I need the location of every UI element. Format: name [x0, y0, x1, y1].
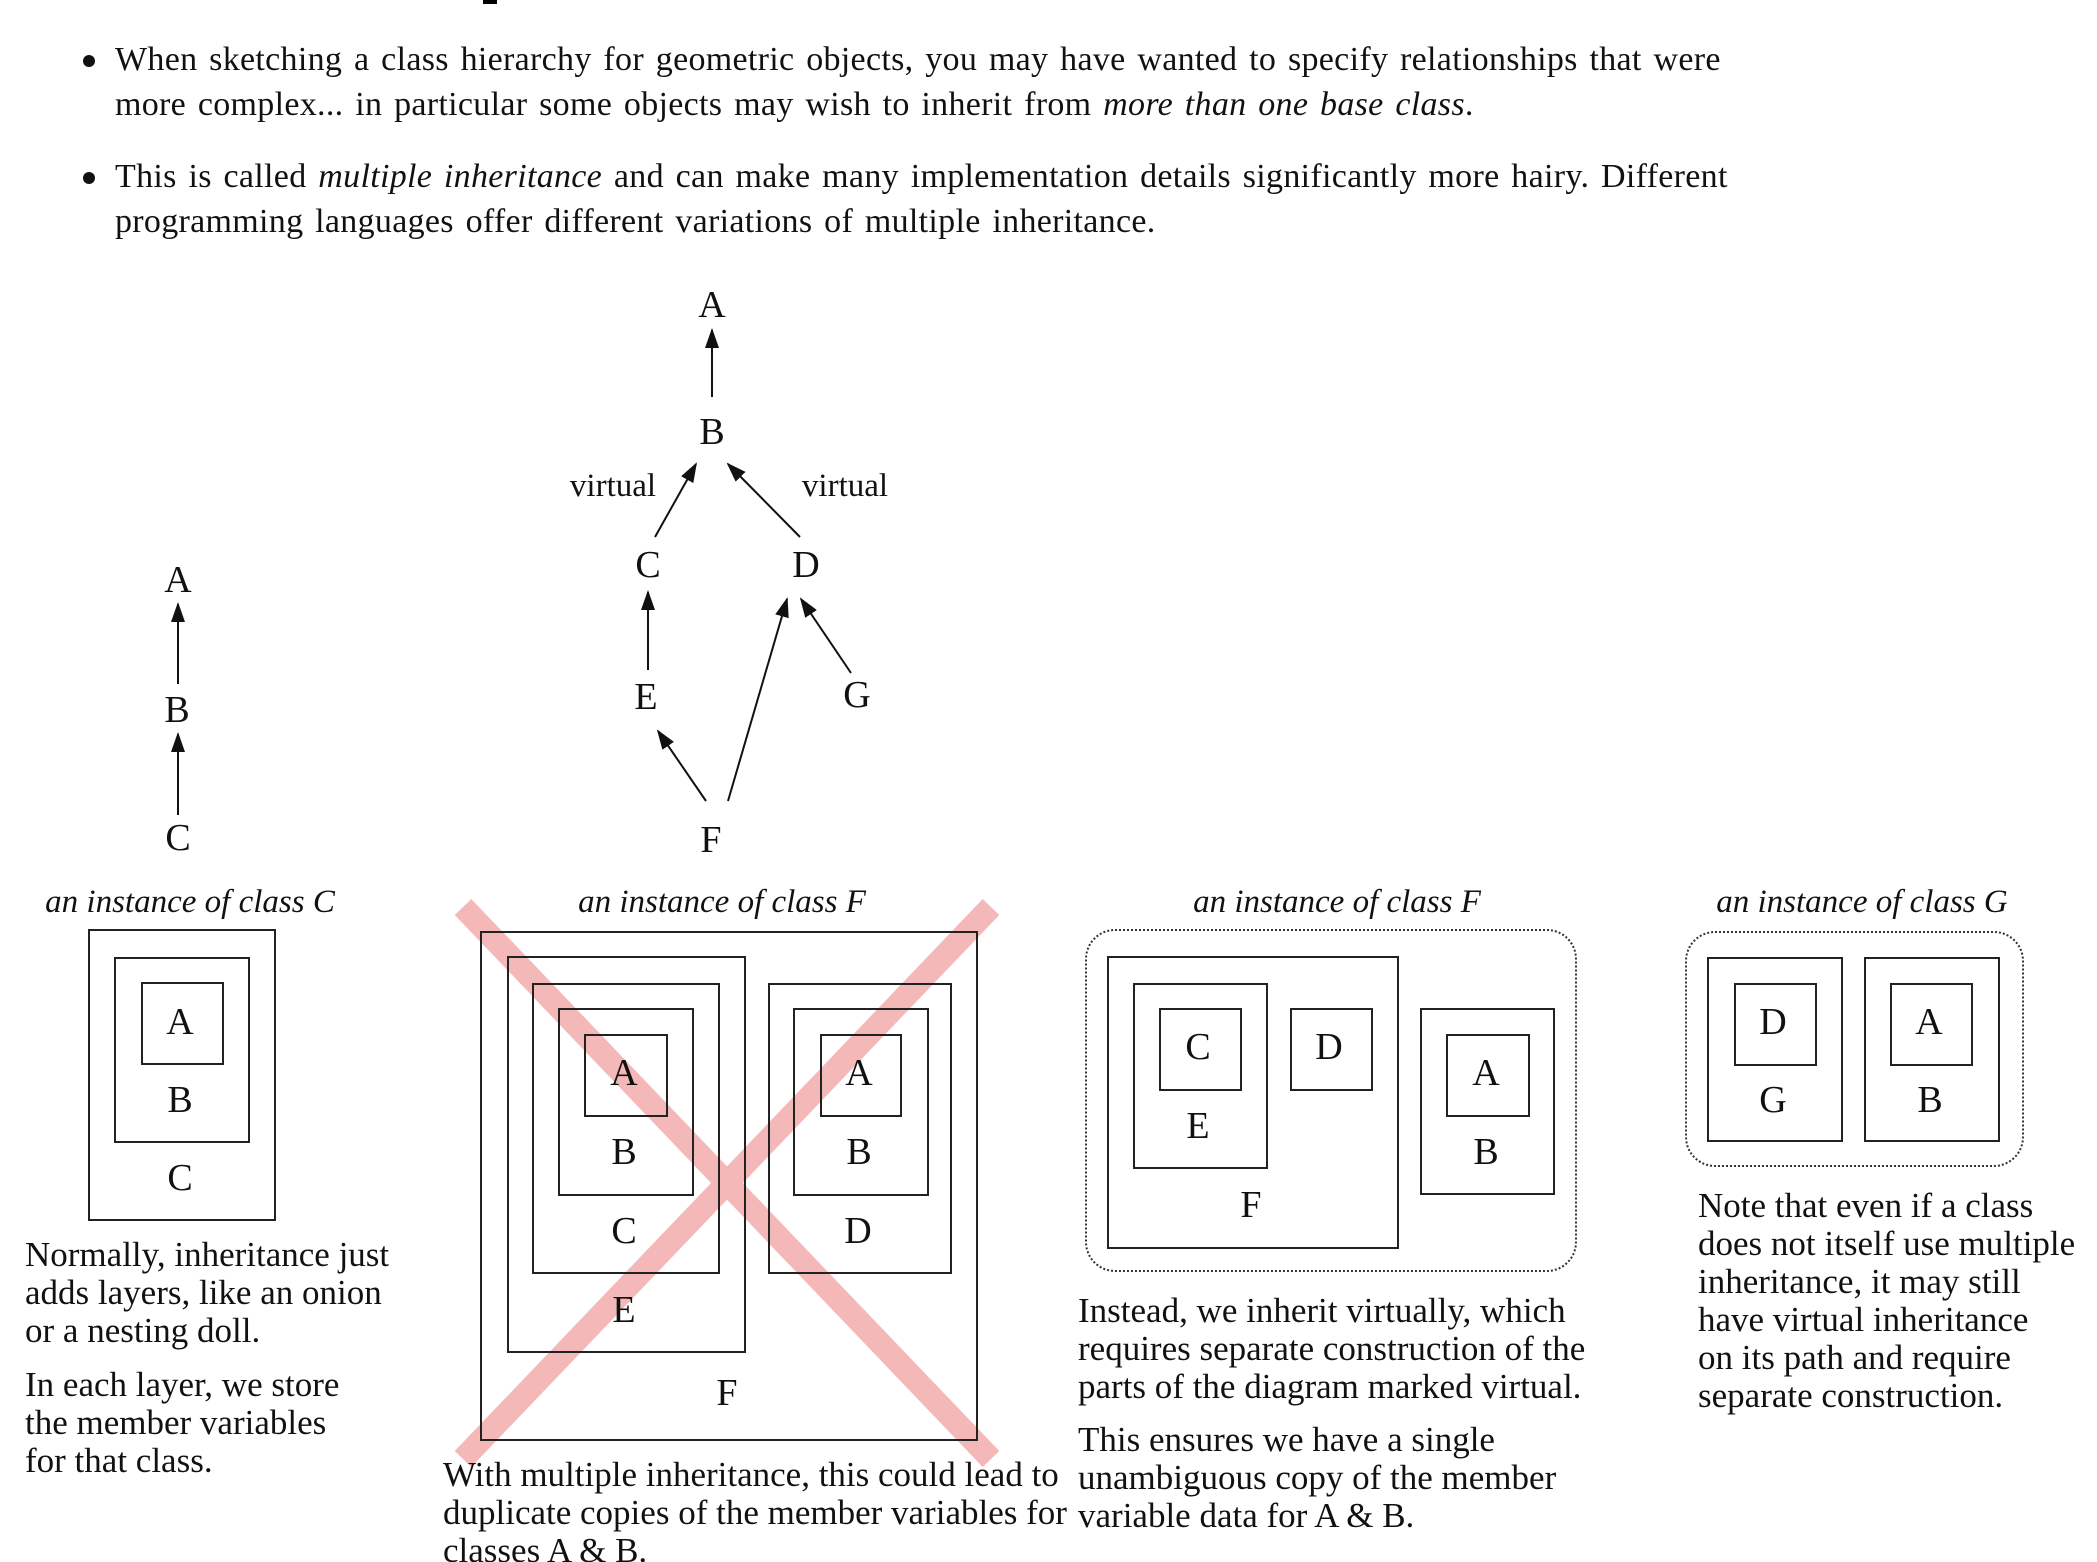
instance-f-virtual-caption: an instance of class F: [1193, 884, 1481, 920]
instance-g-caption: an instance of class G: [1716, 884, 2008, 920]
instance-g-label-a: A: [1915, 1001, 1943, 1043]
class-node-d: D: [792, 544, 820, 586]
instance-c-label-a: A: [166, 1001, 194, 1043]
class-node-c-chain: C: [165, 817, 191, 859]
bullet-1-text: more complex... in particular some objects may wish to inherit from: [115, 86, 1104, 123]
instance-c-note-1: [25, 1236, 389, 1350]
bullet-2-text: This is called: [115, 158, 319, 195]
instance-f-crossed-label-a-right: A: [845, 1052, 873, 1094]
instance-f-crossed-caption: an instance of class F: [578, 884, 866, 920]
instance-f-virtual-label-b: B: [1473, 1131, 1499, 1173]
note-line: for that class.: [25, 1441, 213, 1480]
bullet-2-text: and can make many implementation details significantly more hairy. Different: [602, 158, 1728, 195]
note-line: or a nesting doll.: [25, 1311, 261, 1350]
note-line: duplicate copies of the member variables for: [443, 1493, 1067, 1532]
instance-g-label-b: B: [1917, 1079, 1943, 1121]
note-line: the member variables: [25, 1403, 327, 1442]
class-node-b: B: [699, 411, 725, 453]
note-line: requires separate construction of the: [1078, 1329, 1586, 1368]
instance-f-crossed-label-b-right: B: [846, 1131, 872, 1173]
instance-f-virtual-note-2: [1078, 1421, 1556, 1535]
instance-c-label-b: B: [167, 1079, 193, 1121]
instance-f-virtual-note-1: [1078, 1292, 1585, 1406]
class-node-b-chain: B: [164, 689, 190, 731]
bullet-1-text: .: [1464, 86, 1474, 123]
instance-f-virtual-label-d: D: [1315, 1026, 1343, 1068]
instance-f-virtual-label-a: A: [1472, 1052, 1500, 1094]
note-line: variable data for A & B.: [1078, 1496, 1415, 1535]
instance-f-crossed-note: [443, 1456, 1067, 1562]
note-line: classes A & B.: [443, 1531, 648, 1562]
instance-f-virtual-label-e: E: [1186, 1105, 1210, 1147]
arrow-g-to-d: [801, 599, 851, 673]
note-line: This ensures we have a single: [1078, 1420, 1495, 1459]
bullet-2-text: programming languages offer different variations of multiple inheritance.: [115, 203, 1156, 240]
instance-f-crossed-label-a-left: A: [610, 1052, 638, 1094]
instance-f-virtual-label-f: F: [1240, 1184, 1262, 1226]
virtual-label-right: virtual: [801, 468, 889, 504]
note-line: adds layers, like an onion: [25, 1273, 382, 1312]
virtual-label-left: virtual: [569, 468, 657, 504]
class-node-f: F: [700, 819, 722, 861]
class-node-g: G: [843, 674, 871, 716]
instance-g-note: [1698, 1187, 2075, 1415]
instance-g-label-d: D: [1759, 1001, 1787, 1043]
instance-c-label-c: C: [167, 1157, 193, 1199]
arrow-f-to-e: [658, 731, 706, 801]
instance-f-crossed-label-f: F: [716, 1372, 738, 1414]
bullet-1-text: When sketching a class hierarchy for geometric objects, you may have wanted to specify relationships that were: [115, 41, 1721, 78]
note-line: have virtual inheritance: [1698, 1300, 2029, 1339]
class-node-a: A: [698, 284, 726, 326]
note-line: In each layer, we store: [25, 1365, 340, 1404]
note-line: parts of the diagram marked virtual.: [1078, 1367, 1582, 1406]
note-line: Normally, inheritance just: [25, 1235, 390, 1274]
note-line: Instead, we inherit virtually, which: [1078, 1291, 1566, 1330]
class-node-c: C: [635, 544, 661, 586]
note-line: Note that even if a class: [1698, 1186, 2034, 1225]
instance-f-crossed-label-e: E: [612, 1289, 636, 1331]
instance-c-note-2: [25, 1366, 339, 1480]
instance-f-virtual-label-c: C: [1185, 1026, 1211, 1068]
note-line: on its path and require: [1698, 1338, 2011, 1377]
instance-f-crossed-label-c: C: [611, 1210, 637, 1252]
instance-f-crossed-label-b-left: B: [611, 1131, 637, 1173]
note-line: inheritance, it may still: [1698, 1262, 2021, 1301]
instance-g-label-g: G: [1759, 1079, 1787, 1121]
bullet-2-italic-text: multiple inheritance: [318, 158, 603, 195]
note-line: unambiguous copy of the member: [1078, 1458, 1557, 1497]
class-node-a-chain: A: [164, 559, 192, 601]
instance-c-caption: an instance of class C: [45, 884, 335, 920]
note-line: does not itself use multiple: [1698, 1224, 2076, 1263]
class-node-e: E: [634, 676, 658, 718]
instance-f-crossed-label-d: D: [844, 1210, 872, 1252]
arrow-f-to-d: [728, 599, 787, 801]
note-line: separate construction.: [1698, 1376, 2004, 1415]
bullet-1-italic-text: more than one base class: [1103, 86, 1465, 123]
note-line: With multiple inheritance, this could lead to: [443, 1455, 1059, 1494]
